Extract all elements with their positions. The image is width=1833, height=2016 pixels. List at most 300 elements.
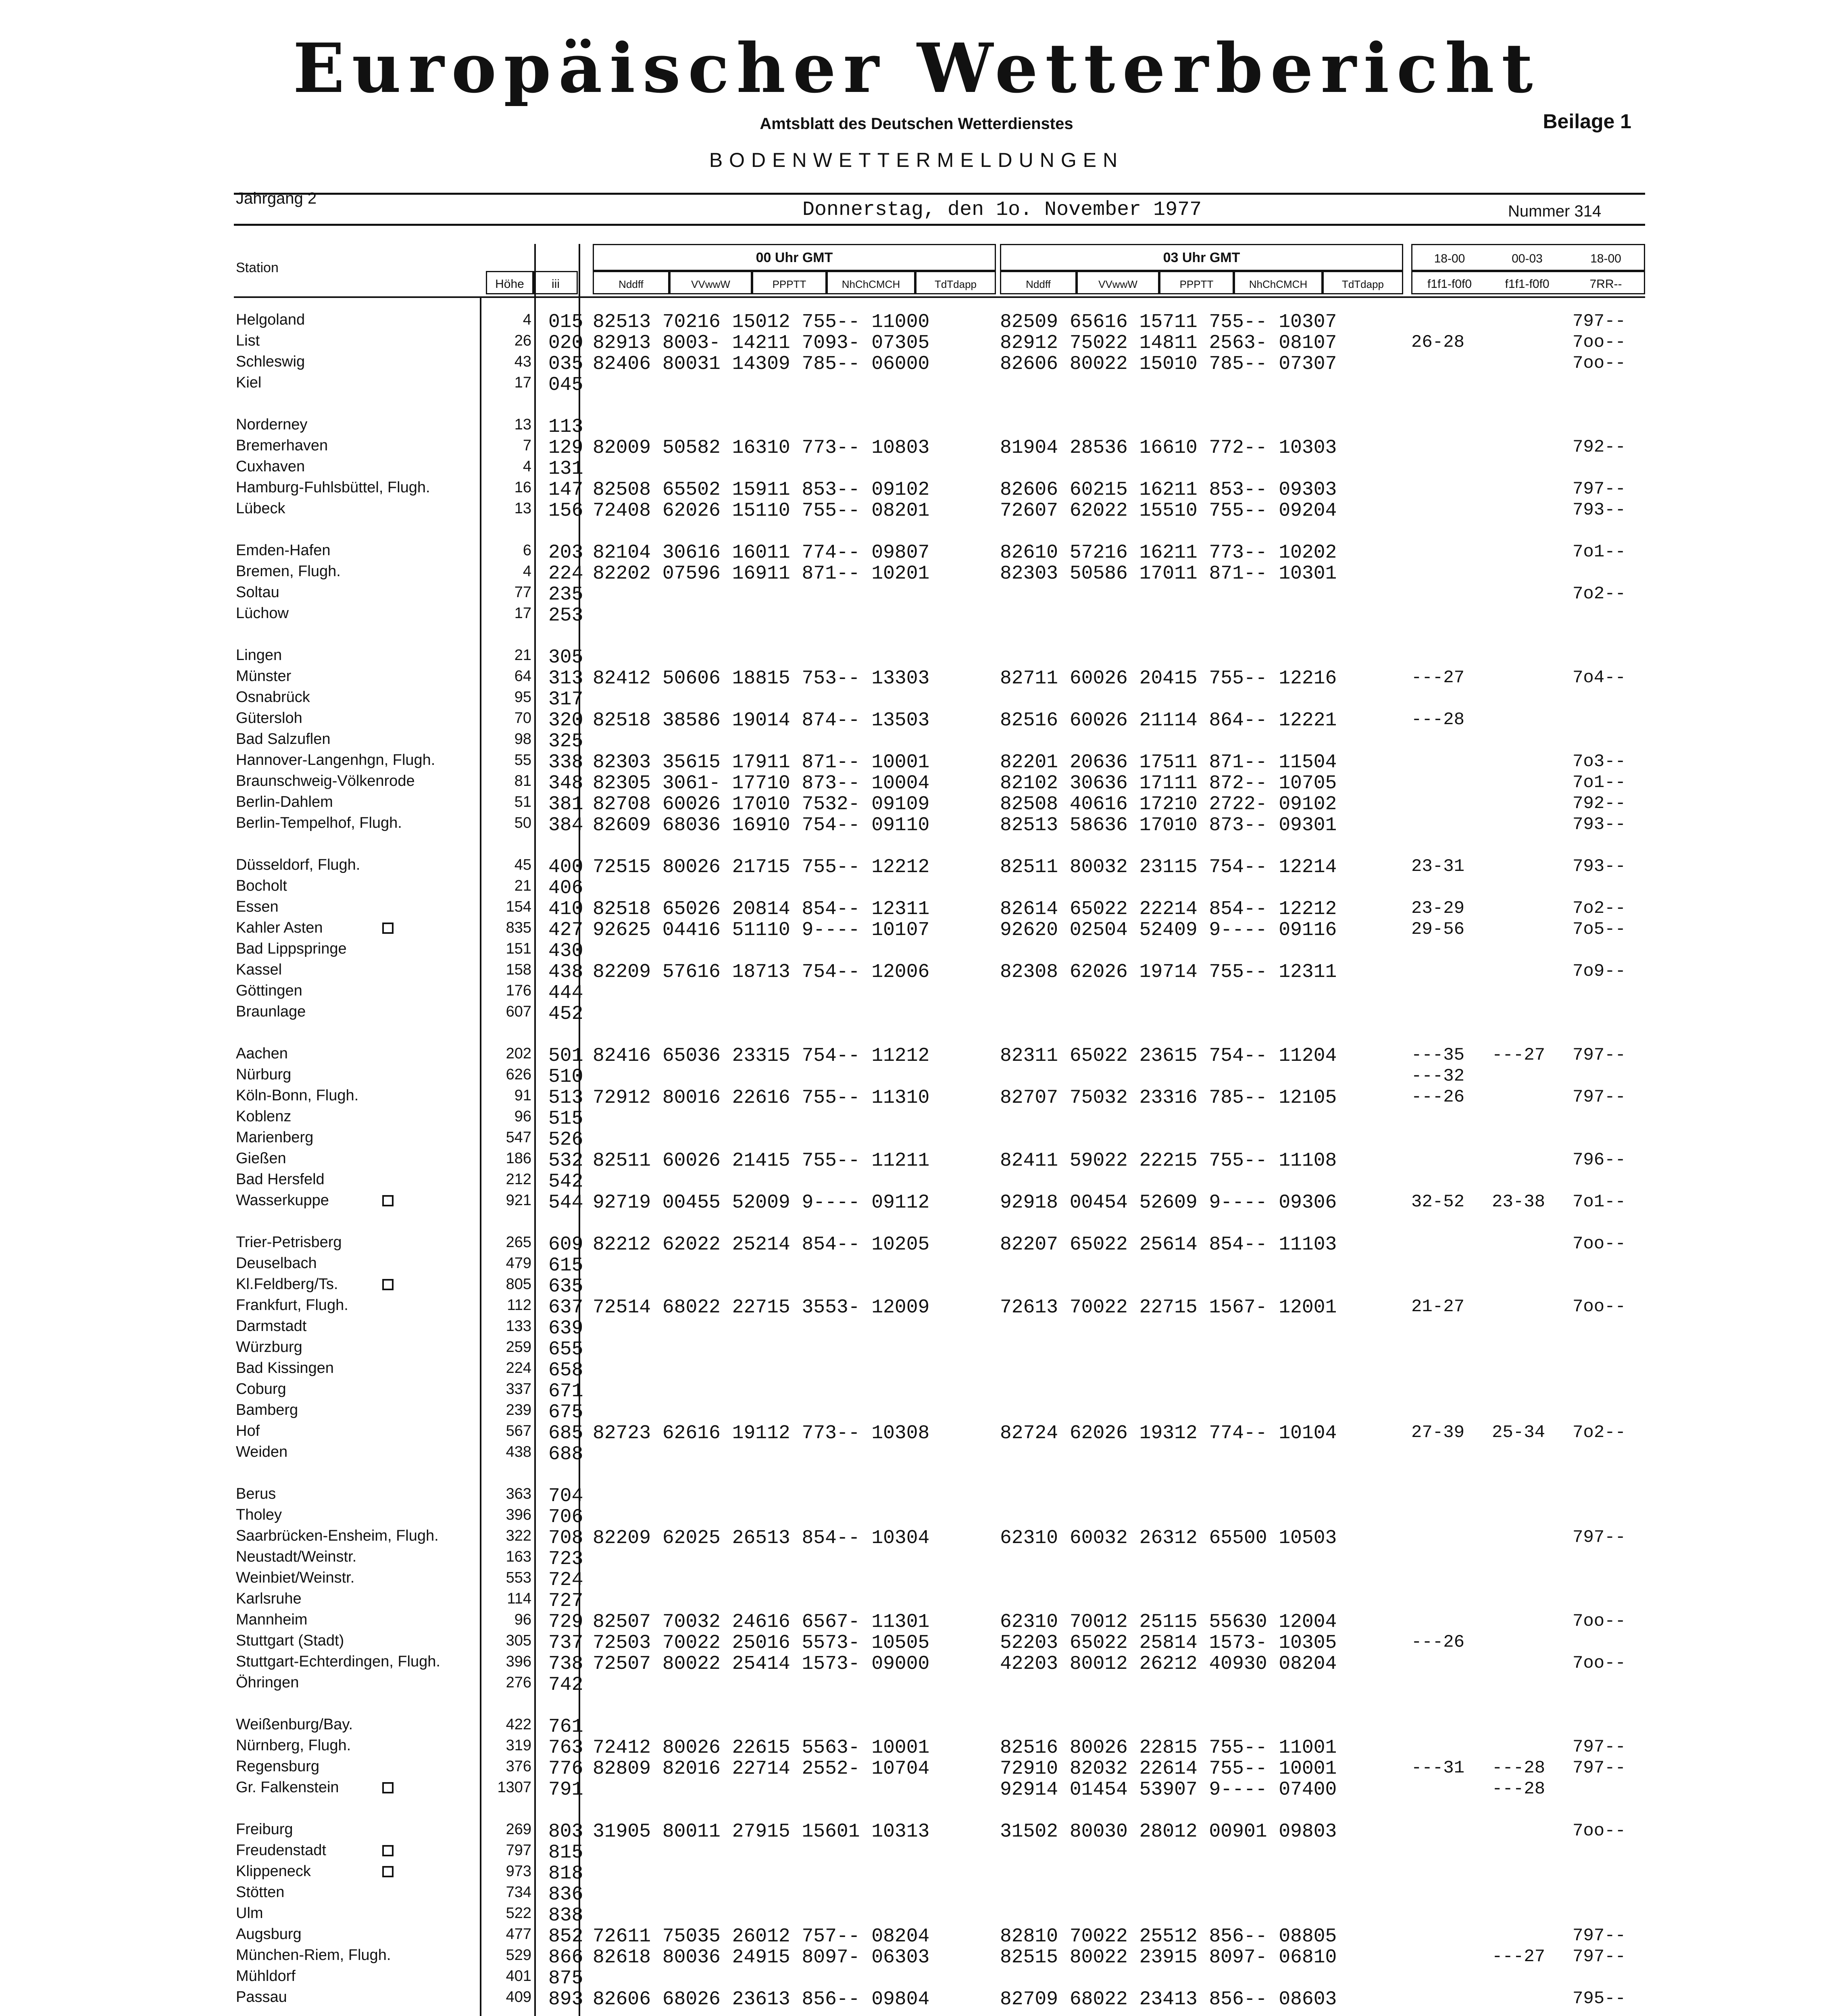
station-height: 626: [506, 1066, 531, 1083]
colhead-g00-1: VVwwW: [691, 278, 730, 290]
precip-p1: 27-39: [1411, 1422, 1465, 1443]
station-height: 16: [514, 479, 531, 496]
obs-00-gmt: 82518 38586 19014 874-- 13503: [593, 710, 930, 731]
issue-date: Donnerstag, den 1o. November 1977: [802, 198, 1202, 221]
station-index: 671: [548, 1381, 583, 1402]
colhead-g00-2: PPPTT: [772, 278, 806, 290]
obs-00-gmt: 82305 3061- 17710 873-- 10004: [593, 773, 930, 794]
obs-00-gmt: 82708 60026 17010 7532- 09109: [593, 793, 930, 815]
obs-03-gmt: 82516 80026 22815 755-- 11001: [1000, 1737, 1337, 1759]
obs-00-gmt: 31905 80011 27915 15601 10313: [593, 1821, 930, 1843]
station-name: Lübeck: [236, 500, 285, 517]
obs-00-gmt: 82518 65026 20814 854-- 12311: [593, 898, 930, 920]
obs-00-gmt: 82209 62025 26513 854-- 10304: [593, 1527, 930, 1549]
precip-p3: 7o1--: [1573, 1192, 1626, 1212]
obs-00-gmt: 82303 35615 17911 871-- 10001: [593, 752, 930, 773]
obs-00-gmt: 82618 80036 24915 8097- 06303: [593, 1947, 930, 1968]
station-name: Bad Kissingen: [236, 1360, 334, 1377]
station-height: 422: [506, 1716, 531, 1733]
station-index: 763: [548, 1737, 583, 1759]
station-name: Coburg: [236, 1381, 286, 1397]
station-index: 639: [548, 1318, 583, 1339]
station-height: 17: [514, 374, 531, 391]
precip-p3: 7oo--: [1573, 1234, 1626, 1254]
obs-03-gmt: 82303 50586 17011 871-- 10301: [1000, 563, 1337, 585]
station-name: Lüchow: [236, 605, 289, 622]
station-height: 13: [514, 500, 531, 517]
station-index: 113: [548, 416, 583, 438]
obs-03-gmt: 82201 20636 17511 871-- 11504: [1000, 752, 1337, 773]
station-index: 738: [548, 1653, 583, 1675]
station-index: 893: [548, 1989, 583, 2010]
station-height: 305: [506, 1632, 531, 1649]
obs-03-gmt: 82207 65022 25614 854-- 11103: [1000, 1234, 1337, 1256]
obs-00-gmt: 72515 80026 21715 755-- 12212: [593, 856, 930, 878]
precip-p3: 797--: [1573, 1926, 1626, 1946]
precip-p3: 797--: [1573, 1737, 1626, 1757]
obs-03-gmt: 82810 70022 25512 856-- 08805: [1000, 1926, 1337, 1947]
station-name: Gütersloh: [236, 710, 302, 727]
station-name: Freiburg: [236, 1821, 293, 1838]
station-name: Göttingen: [236, 982, 302, 999]
station-name: Braunlage: [236, 1003, 306, 1020]
station-name: Münster: [236, 668, 292, 685]
station-height: 224: [506, 1360, 531, 1377]
obs-03-gmt: 92914 01454 53907 9---- 07400: [1000, 1779, 1337, 1801]
precip-p3: 7o1--: [1573, 542, 1626, 562]
obs-03-gmt: 82614 65022 22214 854-- 12212: [1000, 898, 1337, 920]
station-index: 724: [548, 1569, 583, 1591]
station-index: 406: [548, 877, 583, 899]
station-index: 253: [548, 605, 583, 627]
station-index: 723: [548, 1548, 583, 1570]
station-name: Aachen: [236, 1045, 288, 1062]
precip-p1: ---26: [1411, 1087, 1465, 1107]
precip-p1: ---32: [1411, 1066, 1465, 1086]
section-title: BODENWETTERMELDUNGEN: [709, 149, 1124, 171]
mountain-station-icon: [382, 1279, 394, 1290]
station-index: 015: [548, 311, 583, 333]
station-name: Karlsruhe: [236, 1590, 302, 1607]
precip-p1: 23-31: [1411, 856, 1465, 877]
precip-p1: 21-27: [1411, 1297, 1465, 1317]
station-index: 655: [548, 1339, 583, 1360]
obs-00-gmt: 82507 70032 24616 6567- 11301: [593, 1611, 930, 1633]
station-height: 55: [514, 752, 531, 768]
obs-03-gmt: 62310 60032 26312 65500 10503: [1000, 1527, 1337, 1549]
station-name: Kiel: [236, 374, 262, 391]
station-index: 635: [548, 1276, 583, 1297]
station-name: Öhringen: [236, 1674, 299, 1691]
obs-00-gmt: 82212 62022 25214 854-- 10205: [593, 1234, 930, 1256]
station-height: 4: [523, 311, 531, 328]
station-index: 513: [548, 1087, 583, 1109]
station-height: 376: [506, 1758, 531, 1775]
obs-00-gmt: 82609 68036 16910 754-- 09110: [593, 814, 930, 836]
mountain-station-icon: [382, 1845, 394, 1856]
station-index: 020: [548, 332, 583, 354]
station-index: 776: [548, 1758, 583, 1780]
precip-p1-header: 18-00: [1434, 252, 1465, 265]
header-rule-bottom: [234, 224, 1645, 226]
precip-p3: 797--: [1573, 1045, 1626, 1065]
precip-p3-sub: 7RR--: [1589, 277, 1622, 291]
station-name: Neustadt/Weinstr.: [236, 1548, 357, 1565]
station-name: Weiden: [236, 1443, 288, 1460]
station-name: München-Riem, Flugh.: [236, 1947, 391, 1964]
station-index: 129: [548, 437, 583, 459]
station-name: Lingen: [236, 647, 282, 664]
station-index: 532: [548, 1150, 583, 1172]
station-height: 95: [514, 689, 531, 706]
precip-p1-sub: f1f1-f0f0: [1427, 277, 1472, 291]
obs-00-gmt: 72514 68022 22715 3553- 12009: [593, 1297, 930, 1318]
precip-p3: 797--: [1573, 1758, 1626, 1778]
obs-03-gmt: 82610 57216 16211 773-- 10202: [1000, 542, 1337, 564]
precip-p3: 7o1--: [1573, 773, 1626, 793]
precip-p3: 793--: [1573, 814, 1626, 835]
station-height: 4: [523, 458, 531, 475]
station-index: 704: [548, 1485, 583, 1507]
station-height: 265: [506, 1234, 531, 1251]
station-height: 133: [506, 1318, 531, 1335]
station-index: 526: [548, 1129, 583, 1151]
station-index: 156: [548, 500, 583, 522]
precip-p3: 792--: [1573, 793, 1626, 814]
precip-p3: 792--: [1573, 437, 1626, 457]
precip-p3: 7o2--: [1573, 584, 1626, 604]
precip-p3: 797--: [1573, 479, 1626, 499]
station-height: 477: [506, 1926, 531, 1943]
station-index: 131: [548, 458, 583, 480]
obs-03-gmt: 72607 62022 15510 755-- 09204: [1000, 500, 1337, 522]
obs-03-gmt: 82511 80032 23115 754-- 12214: [1000, 856, 1337, 878]
obs-03-gmt: 82912 75022 14811 2563- 08107: [1000, 332, 1337, 354]
station-height: 13: [514, 416, 531, 433]
station-name: Marienberg: [236, 1129, 314, 1146]
station-index: 338: [548, 752, 583, 773]
obs-03-gmt: 82102 30636 17111 872-- 10705: [1000, 773, 1337, 794]
station-name: Deuselbach: [236, 1255, 317, 1272]
station-name: Stuttgart (Stadt): [236, 1632, 344, 1649]
station-name: Weinbiet/Weinstr.: [236, 1569, 355, 1586]
station-name: Stuttgart-Echterdingen, Flugh.: [236, 1653, 440, 1670]
obs-03-gmt: 72910 82032 22614 755-- 10001: [1000, 1758, 1337, 1780]
station-index: 305: [548, 647, 583, 669]
height-header: Höhe: [495, 277, 524, 291]
precip-p2-header: 00-03: [1512, 252, 1543, 265]
colhead-g00-3: NhChCMCH: [842, 278, 900, 290]
station-index: 866: [548, 1947, 583, 1968]
station-name: Schleswig: [236, 353, 305, 370]
station-index: 515: [548, 1108, 583, 1130]
station-height: 7: [523, 437, 531, 454]
obs-03-gmt: 82711 60026 20415 755-- 12216: [1000, 668, 1337, 689]
station-height: 547: [506, 1129, 531, 1146]
precip-p3: 797--: [1573, 1527, 1626, 1547]
station-height: 797: [506, 1842, 531, 1859]
obs-00-gmt: 82209 57616 18713 754-- 12006: [593, 961, 930, 983]
station-index: 444: [548, 982, 583, 1004]
obs-03-gmt: 82508 40616 17210 2722- 09102: [1000, 793, 1337, 815]
precip-p3: 7oo--: [1573, 332, 1626, 352]
precip-p3: 7o2--: [1573, 898, 1626, 918]
station-index: 325: [548, 731, 583, 752]
station-height: 96: [514, 1108, 531, 1125]
colhead-g03-0: Nddff: [1026, 278, 1051, 290]
station-index: 348: [548, 773, 583, 794]
station-index: 803: [548, 1821, 583, 1843]
station-height: 805: [506, 1276, 531, 1293]
station-name: Tholey: [236, 1506, 282, 1523]
station-name: Ulm: [236, 1905, 263, 1922]
station-index: 815: [548, 1842, 583, 1864]
station-name: Hof: [236, 1422, 260, 1439]
station-height: 45: [514, 856, 531, 873]
station-height: 154: [506, 898, 531, 915]
station-height: 4: [523, 563, 531, 580]
station-name: Wasserkuppe: [236, 1192, 329, 1209]
obs-03-gmt: 82311 65022 23615 754-- 11204: [1000, 1045, 1337, 1067]
precip-p1: 26-28: [1411, 332, 1465, 352]
station-name: Stötten: [236, 1884, 285, 1901]
obs-00-gmt: 72507 80022 25414 1573- 09000: [593, 1653, 930, 1675]
station-height: 151: [506, 940, 531, 957]
station-name: Nürburg: [236, 1066, 292, 1083]
station-index: 791: [548, 1779, 583, 1801]
station-index: 400: [548, 856, 583, 878]
station-index: 438: [548, 961, 583, 983]
station-height: 835: [506, 919, 531, 936]
obs-03-gmt: 82516 60026 21114 864-- 12221: [1000, 710, 1337, 731]
issue-number: Nummer 314: [1508, 202, 1602, 220]
station-height: 21: [514, 647, 531, 664]
station-index: 761: [548, 1716, 583, 1738]
rule-station-height: [480, 296, 481, 2016]
station-height: 114: [507, 1590, 531, 1607]
precip-p3: 7o2--: [1573, 1422, 1626, 1443]
supplement-label: Beilage 1: [1543, 110, 1631, 133]
precip-p1: ---27: [1411, 668, 1465, 688]
station-name: Mannheim: [236, 1611, 308, 1628]
precip-p2-sub: f1f1-f0f0: [1505, 277, 1550, 291]
station-height: 438: [506, 1443, 531, 1460]
obs-00-gmt: 92625 04416 51110 9---- 10107: [593, 919, 930, 941]
station-name: Kassel: [236, 961, 282, 978]
station-name: Freudenstadt: [236, 1842, 326, 1859]
station-index: 609: [548, 1234, 583, 1256]
precip-p3: 7oo--: [1573, 1653, 1626, 1673]
station-height: 158: [506, 961, 531, 978]
station-index: 836: [548, 1884, 583, 1906]
precip-p3: 796--: [1573, 1150, 1626, 1170]
station-index: 658: [548, 1360, 583, 1381]
mountain-station-icon: [382, 1195, 394, 1206]
station-name: Emden-Hafen: [236, 542, 331, 559]
station-index: 381: [548, 793, 583, 815]
station-height: 112: [507, 1297, 531, 1314]
precip-p2: ---28: [1492, 1758, 1546, 1778]
station-index: 706: [548, 1506, 583, 1528]
precip-p1: 32-52: [1411, 1192, 1465, 1212]
mountain-station-icon: [382, 1866, 394, 1877]
station-index: 452: [548, 1003, 583, 1025]
station-height: 51: [514, 793, 531, 810]
table-header-rule: [234, 296, 1645, 298]
station-index: 313: [548, 668, 583, 689]
precip-p1: 23-29: [1411, 898, 1465, 918]
obs-00-gmt: 72611 75035 26012 757-- 08204: [593, 1926, 930, 1947]
colhead-g00-0: Nddff: [619, 278, 644, 290]
precip-p3: 7oo--: [1573, 1611, 1626, 1631]
station-height: 553: [506, 1569, 531, 1586]
station-index: 818: [548, 1863, 583, 1885]
station-name: Berus: [236, 1485, 276, 1502]
obs-03-gmt: 82606 80022 15010 785-- 07307: [1000, 353, 1337, 375]
precip-p2: ---27: [1492, 1045, 1546, 1065]
station-index: 727: [548, 1590, 583, 1612]
obs-00-gmt: 82104 30616 16011 774-- 09807: [593, 542, 930, 564]
station-name: Würzburg: [236, 1339, 302, 1356]
obs-00-gmt: 82723 62616 19112 773-- 10308: [593, 1422, 930, 1444]
station-height: 212: [506, 1171, 531, 1188]
station-name: Mühldorf: [236, 1968, 296, 1985]
station-name: Frankfurt, Flugh.: [236, 1297, 348, 1314]
station-name: Bad Hersfeld: [236, 1171, 325, 1188]
station-name: Koblenz: [236, 1108, 292, 1125]
station-header: Station: [236, 260, 279, 275]
station-name: Norderney: [236, 416, 308, 433]
colhead-g03-3: NhChCMCH: [1249, 278, 1308, 290]
obs-00-gmt: 72408 62026 15110 755-- 08201: [593, 500, 930, 522]
precip-p1: 29-56: [1411, 919, 1465, 939]
obs-00-gmt: 72503 70022 25016 5573- 10505: [593, 1632, 930, 1654]
obs-00-gmt: 82416 65036 23315 754-- 11212: [593, 1045, 930, 1067]
obs-00-gmt: 92719 00455 52009 9---- 09112: [593, 1192, 930, 1214]
station-name: Braunschweig-Völkenrode: [236, 773, 415, 789]
obs-03-gmt: 72613 70022 22715 1567- 12001: [1000, 1297, 1337, 1318]
station-height: 77: [514, 584, 531, 601]
station-index: 852: [548, 1926, 583, 1947]
station-name: Osnabrück: [236, 689, 310, 706]
station-height: 734: [506, 1884, 531, 1901]
precip-p1: ---35: [1411, 1045, 1465, 1065]
obs-03-gmt: 82707 75032 23316 785-- 12105: [1000, 1087, 1337, 1109]
station-index: 410: [548, 898, 583, 920]
precip-p3: 7o4--: [1573, 668, 1626, 688]
station-index: 501: [548, 1045, 583, 1067]
colhead-g03-1: VVwwW: [1098, 278, 1137, 290]
station-height: 921: [506, 1192, 531, 1209]
station-index: 615: [548, 1255, 583, 1277]
station-index: 544: [548, 1192, 583, 1214]
obs-00-gmt: 82913 8003- 14211 7093- 07305: [593, 332, 930, 354]
station-height: 401: [506, 1968, 531, 1985]
station-index: 427: [548, 919, 583, 941]
station-height: 43: [514, 353, 531, 370]
station-height: 259: [506, 1339, 531, 1356]
station-name: Saarbrücken-Ensheim, Flugh.: [236, 1527, 439, 1544]
station-name: Klippeneck: [236, 1863, 311, 1880]
station-name: Berlin-Tempelhof, Flugh.: [236, 814, 402, 831]
obs-00-gmt: 82412 50606 18815 753-- 13303: [593, 668, 930, 689]
station-height: 21: [514, 877, 531, 894]
colhead-g00-4: TdTdapp: [934, 278, 977, 290]
precip-p3: 795--: [1573, 1989, 1626, 2009]
station-name: Essen: [236, 898, 279, 915]
station-name: Bad Salzuflen: [236, 731, 331, 748]
station-index: 235: [548, 584, 583, 606]
precip-p3: 7o9--: [1573, 961, 1626, 981]
obs-00-gmt: 82009 50582 16310 773-- 10803: [593, 437, 930, 459]
obs-03-gmt: 82709 68022 23413 856-- 08603: [1000, 1989, 1337, 2010]
station-height: 91: [514, 1087, 531, 1104]
obs-03-gmt: 31502 80030 28012 00901 09803: [1000, 1821, 1337, 1843]
station-name: Bremerhaven: [236, 437, 328, 454]
station-name: Kl.Feldberg/Ts.: [236, 1276, 338, 1293]
station-index: 045: [548, 374, 583, 396]
precip-p3: 793--: [1573, 500, 1626, 520]
station-height: 26: [514, 332, 531, 349]
precip-p2: ---28: [1492, 1779, 1546, 1799]
obs-00-gmt: 82606 68026 23613 856-- 09804: [593, 1989, 930, 2010]
station-name: Hannover-Langenhgn, Flugh.: [236, 752, 435, 768]
station-index: 430: [548, 940, 583, 962]
station-name: Düsseldorf, Flugh.: [236, 856, 360, 873]
station-index: 147: [548, 479, 583, 501]
obs-03-gmt: 81904 28536 16610 772-- 10303: [1000, 437, 1337, 459]
station-height: 607: [506, 1003, 531, 1020]
obs-03-gmt: 82509 65616 15711 755-- 10307: [1000, 311, 1337, 333]
gmt03-header: 03 Uhr GMT: [1163, 250, 1240, 265]
station-name: Nürnberg, Flugh.: [236, 1737, 351, 1754]
obs-03-gmt: 82724 62026 19312 774-- 10104: [1000, 1422, 1337, 1444]
station-index: 637: [548, 1297, 583, 1318]
station-height: 163: [506, 1548, 531, 1565]
precip-p2: ---27: [1492, 1947, 1546, 1967]
station-index: 742: [548, 1674, 583, 1696]
obs-03-gmt: 62310 70012 25115 55630 12004: [1000, 1611, 1337, 1633]
publisher-subtitle: Amtsblatt des Deutschen Wetterdienstes: [760, 115, 1073, 133]
station-height: 239: [506, 1402, 531, 1418]
station-name: Bocholt: [236, 877, 287, 894]
station-name: Berlin-Dahlem: [236, 793, 333, 810]
station-index: 737: [548, 1632, 583, 1654]
station-name: Köln-Bonn, Flugh.: [236, 1087, 359, 1104]
station-name: Bad Lippspringe: [236, 940, 347, 957]
obs-03-gmt: 42203 80012 26212 40930 08204: [1000, 1653, 1337, 1675]
obs-00-gmt: 82809 82016 22714 2552- 10704: [593, 1758, 930, 1780]
precip-p3: 797--: [1573, 1087, 1626, 1107]
station-height: 70: [514, 710, 531, 727]
year-label: Jahrgang 2: [236, 190, 317, 207]
station-height: 276: [506, 1674, 531, 1691]
station-index: 688: [548, 1443, 583, 1465]
obs-03-gmt: 92620 02504 52409 9---- 09116: [1000, 919, 1337, 941]
obs-03-gmt: 82308 62026 19714 755-- 12311: [1000, 961, 1337, 983]
station-index: 708: [548, 1527, 583, 1549]
mountain-station-icon: [382, 923, 394, 934]
station-name: Regensburg: [236, 1758, 320, 1775]
station-index: 317: [548, 689, 583, 710]
station-height: 522: [506, 1905, 531, 1922]
obs-00-gmt: 82511 60026 21415 755-- 11211: [593, 1150, 930, 1172]
station-height: 479: [506, 1255, 531, 1272]
obs-00-gmt: 82406 80031 14309 785-- 06000: [593, 353, 930, 375]
colhead-g03-4: TdTdapp: [1341, 278, 1384, 290]
station-height: 64: [514, 668, 531, 685]
obs-00-gmt: 82508 65502 15911 853-- 09102: [593, 479, 930, 501]
